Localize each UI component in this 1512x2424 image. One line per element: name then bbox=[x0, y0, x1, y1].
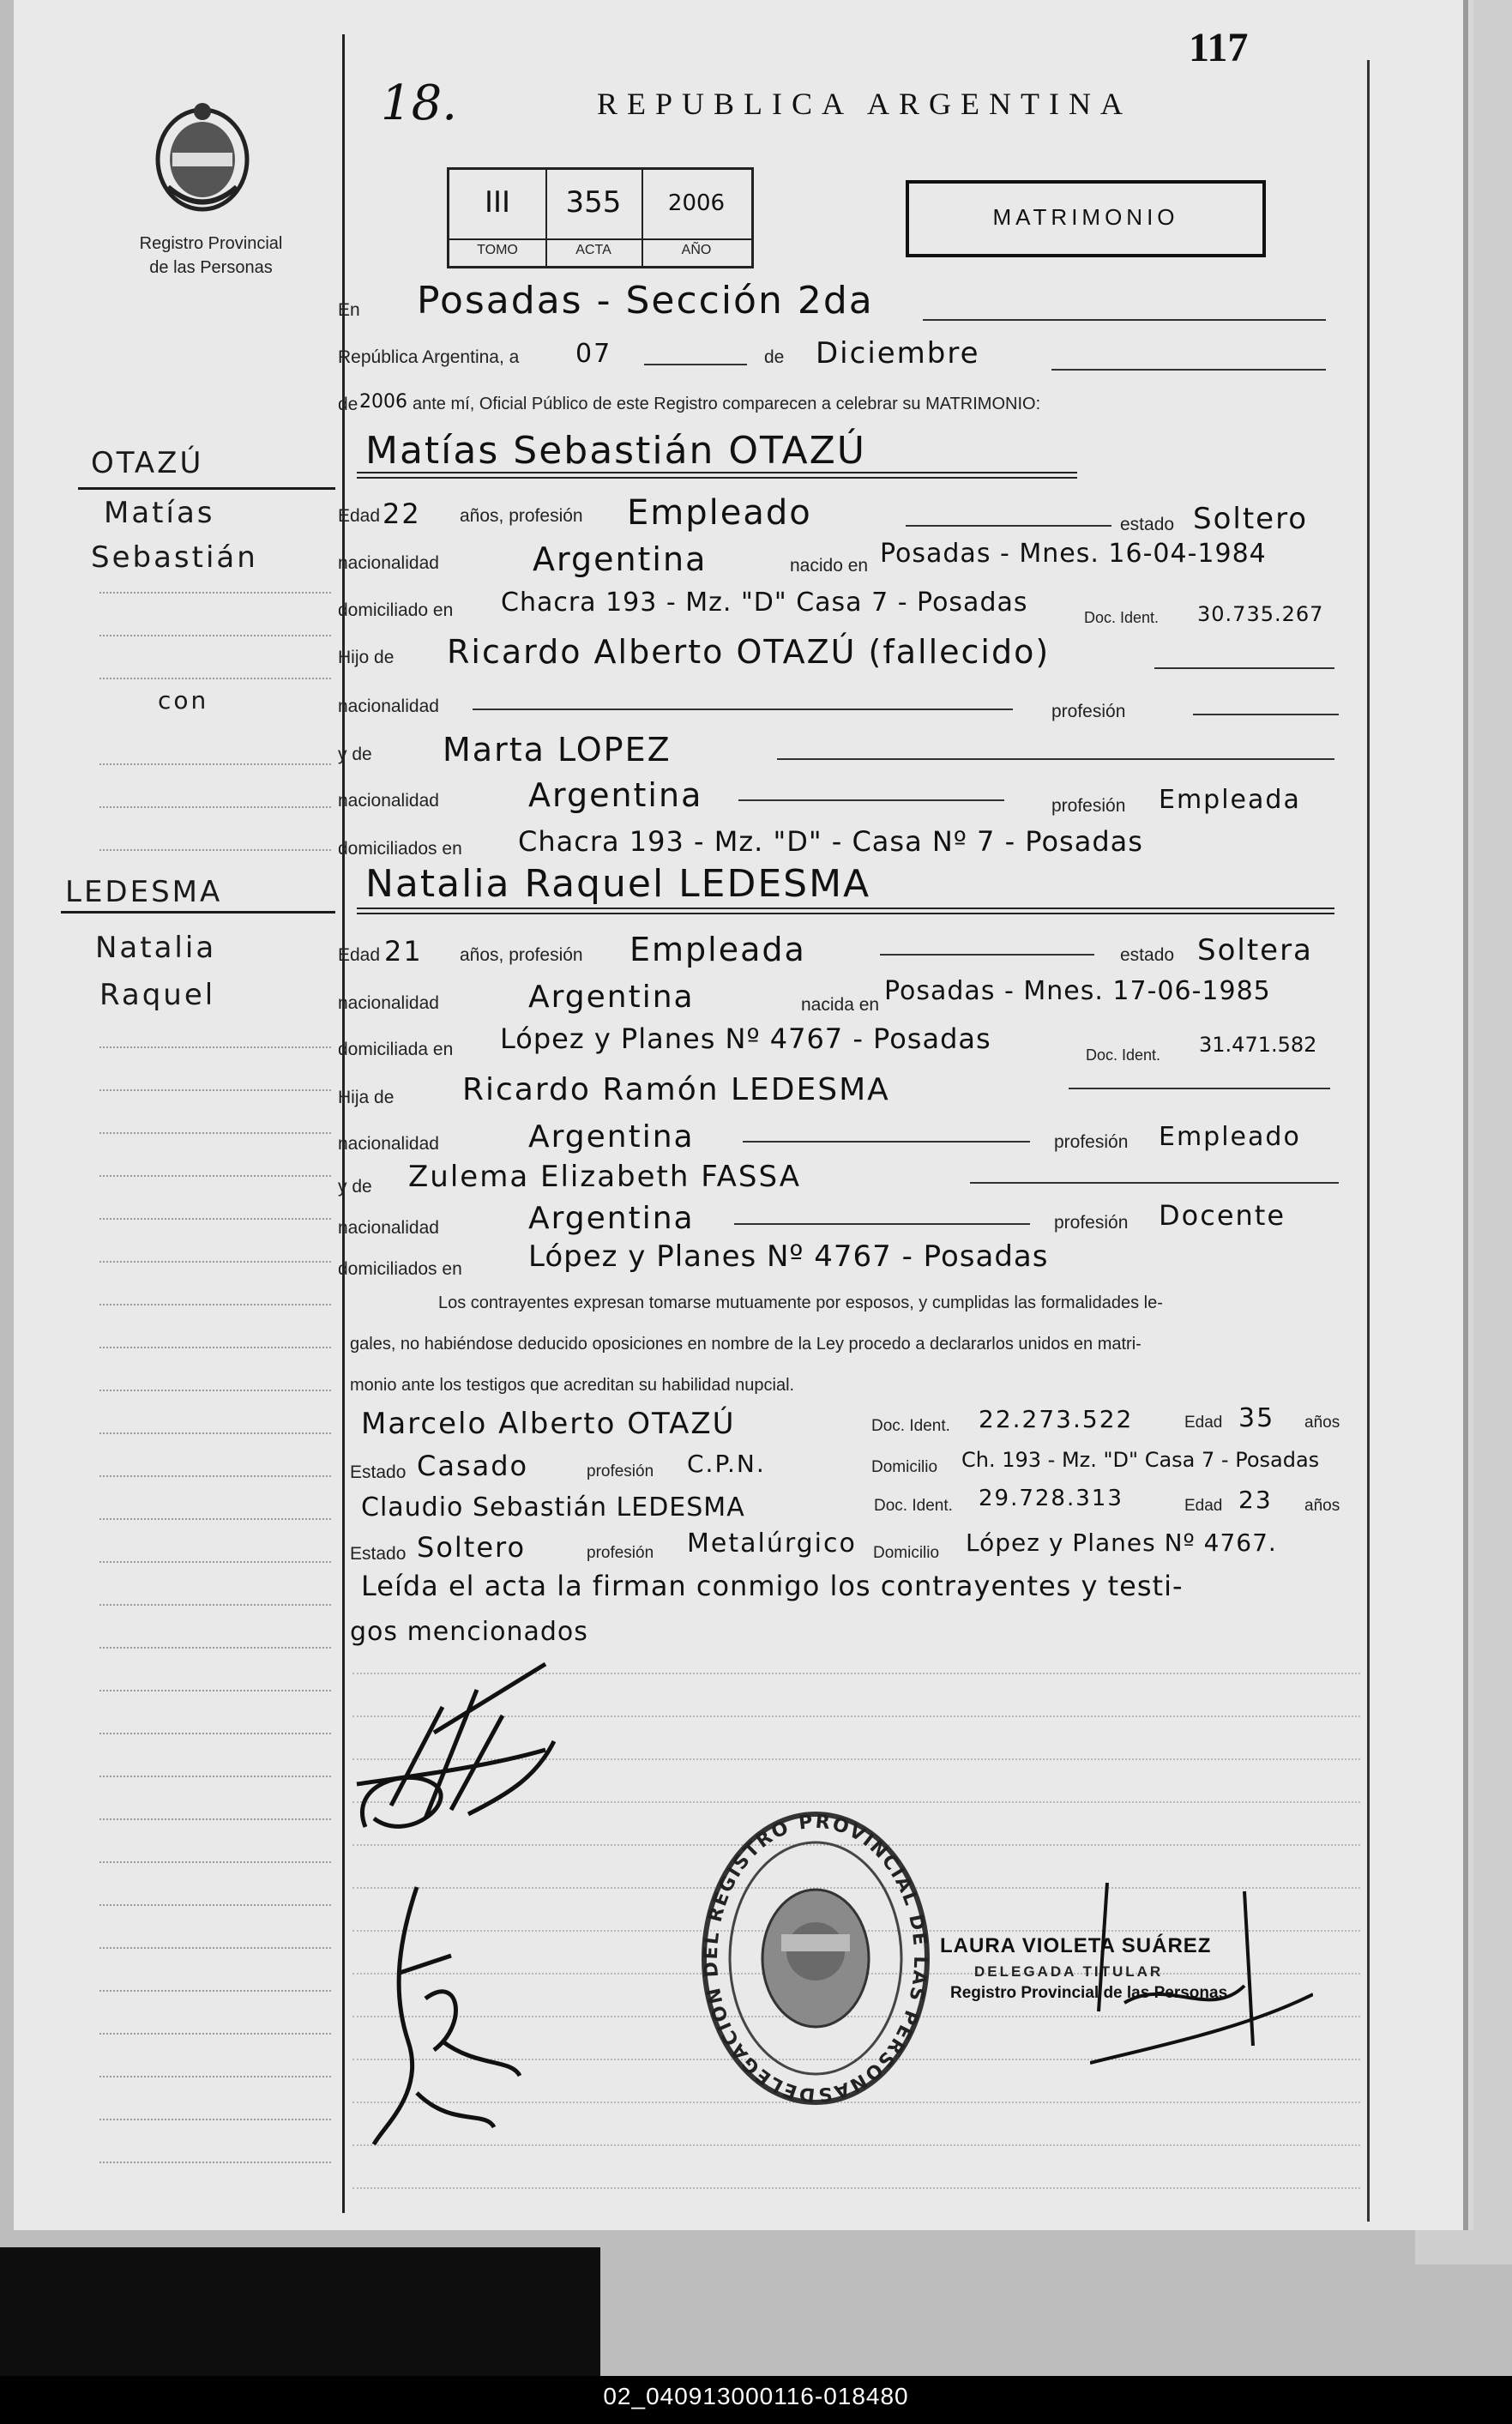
margin-rule-line bbox=[99, 635, 331, 636]
margin-rule-line bbox=[99, 806, 331, 808]
margin-rule-line bbox=[99, 592, 331, 594]
groom-mother-occupation: Empleada bbox=[1159, 785, 1301, 815]
register-page bbox=[14, 0, 1463, 2230]
margin-rule-line bbox=[99, 1690, 331, 1691]
groom-address: Chacra 193 - Mz. "D" Casa 7 - Posadas bbox=[501, 588, 1028, 618]
groom-signature bbox=[340, 1655, 563, 1853]
witness1-address: Ch. 193 - Mz. "D" Casa 7 - Posadas bbox=[961, 1448, 1320, 1472]
witness2-doc-label: Doc. Ident. bbox=[874, 1497, 953, 1515]
right-rule bbox=[1367, 60, 1370, 2222]
margin-rule-line bbox=[99, 1947, 331, 1949]
bride-occupation: Empleada bbox=[629, 931, 806, 968]
groom-full-name: Matías Sebastián OTAZÚ bbox=[365, 429, 866, 473]
bride-yde-label: y de bbox=[338, 1177, 372, 1197]
bride-doc-label: Doc. Ident. bbox=[1086, 1046, 1161, 1064]
month: Diciembre bbox=[816, 336, 980, 371]
image-caption: 02_040913000116-018480 bbox=[603, 2383, 909, 2409]
margin-rule-line bbox=[99, 2033, 331, 2035]
groom-dom-label: domiciliado en bbox=[338, 600, 454, 620]
margin-divider bbox=[61, 911, 335, 914]
acta-label: ACTA bbox=[545, 238, 642, 258]
bride-estado-label: estado bbox=[1120, 945, 1175, 965]
margin-rule-line bbox=[99, 1390, 331, 1391]
witness2-status: Soltero bbox=[417, 1531, 527, 1564]
fill-line bbox=[644, 364, 747, 365]
witness2-address: López y Planes Nº 4767. bbox=[966, 1529, 1277, 1557]
margin-rule-line bbox=[99, 1518, 331, 1520]
margin-rule-line bbox=[99, 763, 331, 765]
fill-line bbox=[1154, 667, 1334, 669]
margin-rule-line bbox=[99, 1347, 331, 1348]
witness1-profession: C.P.N. bbox=[687, 1450, 766, 1478]
marginal-note: 18. bbox=[381, 75, 458, 131]
margin-rule-line bbox=[99, 1818, 331, 1820]
margin-divider bbox=[78, 487, 335, 490]
margin-rule-line bbox=[99, 1861, 331, 1863]
bride-prof-label: años, profesión bbox=[460, 945, 583, 965]
name-double-rule bbox=[357, 907, 1334, 914]
groom-nationality: Argentina bbox=[533, 540, 708, 578]
fill-line bbox=[473, 709, 1013, 710]
margin-rule-line bbox=[99, 2162, 331, 2163]
declaration-line2: gales, no habiéndose deducido oposiciones en nombre de la Ley procedo a declararlos unidos en matri- bbox=[350, 1335, 1142, 1354]
declaration-line1: Los contrayentes expresan tomarse mutuamente por esposos, y cumplidas las formalidades le- bbox=[438, 1293, 1163, 1312]
bride-edad-label: Edad bbox=[338, 945, 381, 965]
margin-groom-given1: Matías bbox=[104, 496, 215, 530]
witness1-edad-label: Edad bbox=[1184, 1414, 1223, 1432]
witness2-edad-label: Edad bbox=[1184, 1497, 1223, 1515]
groom-age: 22 bbox=[383, 497, 421, 530]
anio-value: 2006 bbox=[667, 190, 726, 216]
acta-reference-box bbox=[447, 167, 754, 268]
margin-rule-line bbox=[99, 1046, 331, 1048]
fill-line bbox=[880, 954, 1094, 956]
groom-prof-label: años, profesión bbox=[460, 506, 583, 526]
groom-father: Ricardo Alberto OTAZÚ (fallecido) bbox=[447, 633, 1051, 671]
margin-rule-line bbox=[99, 2119, 331, 2120]
margin-rule-line bbox=[99, 1990, 331, 1992]
groom-edad-label: Edad bbox=[338, 506, 381, 526]
margin-bride-given1: Natalia bbox=[95, 931, 217, 965]
margin-rule-line bbox=[99, 1776, 331, 1777]
acta-cell bbox=[545, 170, 643, 266]
registry-name-line1: Registro Provincial bbox=[139, 234, 283, 253]
tomo-cell bbox=[449, 170, 547, 266]
rule-line bbox=[352, 2187, 1360, 2189]
official-title: DELEGADA TITULAR bbox=[974, 1963, 1164, 1980]
margin-rule-line bbox=[99, 849, 331, 851]
fill-line bbox=[906, 525, 1111, 527]
official-office: Registro Provincial de las Personas bbox=[950, 1984, 1228, 2002]
bride-father-occupation: Empleado bbox=[1159, 1122, 1301, 1152]
witness2-profession: Metalúrgico bbox=[687, 1529, 857, 1559]
year: 2006 bbox=[359, 391, 407, 413]
margin-rule-line bbox=[99, 678, 331, 679]
margin-rule-line bbox=[99, 1261, 331, 1263]
witness1-anos-label: años bbox=[1304, 1414, 1340, 1432]
witness1-prof-label: profesión bbox=[587, 1462, 654, 1480]
bride-doc: 31.471.582 bbox=[1199, 1033, 1317, 1057]
margin-rule-line bbox=[99, 1475, 331, 1477]
anio-label: AÑO bbox=[642, 238, 751, 258]
margin-rule-line bbox=[99, 1604, 331, 1606]
groom-yde-label: y de bbox=[338, 745, 372, 764]
witness1-doc-label: Doc. Ident. bbox=[871, 1417, 950, 1435]
groom-occupation: Empleado bbox=[627, 493, 812, 533]
bride-parents-address: López y Planes Nº 4767 - Posadas bbox=[528, 1239, 1049, 1274]
bride-age: 21 bbox=[384, 935, 423, 968]
margin-rule-line bbox=[99, 2076, 331, 2077]
fill-line bbox=[1051, 369, 1326, 371]
witness1-dom-label: Domicilio bbox=[871, 1458, 938, 1476]
bride-dom-label: domiciliada en bbox=[338, 1040, 454, 1059]
fill-line bbox=[734, 1223, 1030, 1225]
witness1-name: Marcelo Alberto OTAZÚ bbox=[361, 1407, 736, 1441]
fill-line bbox=[1193, 714, 1339, 715]
bride-birth: Posadas - Mnes. 17-06-1985 bbox=[884, 976, 1271, 1006]
margin-rule-line bbox=[99, 1561, 331, 1563]
bride-mother-nationality: Argentina bbox=[528, 1201, 695, 1236]
en-label: En bbox=[338, 300, 360, 320]
margin-rule-line bbox=[99, 1175, 331, 1177]
bride-full-name: Natalia Raquel LEDESMA bbox=[365, 862, 871, 906]
fill-line bbox=[923, 319, 1326, 321]
closing-line2: gos mencionados bbox=[350, 1617, 588, 1647]
coat-of-arms-icon bbox=[151, 101, 254, 213]
bride-marital-status: Soltera bbox=[1197, 933, 1313, 968]
name-double-rule bbox=[357, 472, 1077, 479]
hijo-label: Hijo de bbox=[338, 648, 395, 667]
margin-rule-line bbox=[99, 1132, 331, 1134]
de-label: de bbox=[764, 347, 785, 367]
declaration-line3: monio ante los testigos que acreditan su habilidad nupcial. bbox=[350, 1376, 795, 1395]
witness1-doc: 22.273.522 bbox=[979, 1405, 1134, 1433]
bride-signature bbox=[365, 1870, 537, 2153]
republica-label: República Argentina, a bbox=[338, 347, 520, 367]
margin-bride-given2: Raquel bbox=[99, 978, 216, 1012]
fill-line bbox=[738, 799, 1004, 801]
groom-nac-label: nacionalidad bbox=[338, 553, 439, 573]
year-prefix: de bbox=[338, 395, 358, 414]
fill-line bbox=[777, 758, 1334, 760]
margin-rule-line bbox=[99, 1904, 331, 1906]
bride-parents-dom-label: domiciliados en bbox=[338, 1259, 462, 1279]
groom-doc-label: Doc. Ident. bbox=[1084, 609, 1160, 626]
bride-mother-prof-label: profesión bbox=[1054, 1213, 1129, 1233]
groom-parents-dom-label: domiciliados en bbox=[338, 839, 462, 859]
bride-father-prof-label: profesión bbox=[1054, 1132, 1129, 1152]
bride-father-nac-label: nacionalidad bbox=[338, 1134, 439, 1154]
witness2-name: Claudio Sebastián LEDESMA bbox=[361, 1492, 745, 1523]
act-type-box bbox=[906, 180, 1266, 257]
fill-line bbox=[970, 1182, 1339, 1184]
opening-text: ante mí, Oficial Público de este Registro comparecen a celebrar su MATRIMONIO: bbox=[413, 395, 1041, 413]
tomo-label: TOMO bbox=[449, 238, 545, 258]
witness1-status: Casado bbox=[417, 1450, 529, 1482]
witness2-anos-label: años bbox=[1304, 1497, 1340, 1515]
acta-value: 355 bbox=[565, 185, 622, 220]
official-name: LAURA VIOLETA SUÁREZ bbox=[940, 1934, 1212, 1957]
margin-rule-line bbox=[99, 1304, 331, 1305]
official-round-seal bbox=[696, 1806, 936, 2110]
page-number: 117 bbox=[1189, 25, 1249, 70]
groom-birth: Posadas - Mnes. 16-04-1984 bbox=[880, 539, 1267, 569]
groom-nacido-label: nacido en bbox=[790, 556, 869, 576]
margin-rule-line bbox=[99, 1432, 331, 1434]
margin-rule-line bbox=[99, 1733, 331, 1734]
bride-father: Ricardo Ramón LEDESMA bbox=[462, 1072, 890, 1107]
day: 07 bbox=[575, 339, 612, 369]
tomo-value: III bbox=[484, 185, 511, 220]
witness2-prof-label: profesión bbox=[587, 1544, 654, 1562]
groom-mother-nac-label: nacionalidad bbox=[338, 791, 439, 811]
witness1-estado-label: Estado bbox=[350, 1462, 407, 1482]
groom-father-prof-label: profesión bbox=[1051, 702, 1126, 721]
registry-name-line2: de las Personas bbox=[149, 258, 273, 277]
witness1-age: 35 bbox=[1238, 1403, 1275, 1433]
fill-line bbox=[1069, 1088, 1330, 1089]
groom-mother-nationality: Argentina bbox=[528, 776, 703, 814]
groom-parents-address: Chacra 193 - Mz. "D" - Casa Nº 7 - Posadas bbox=[518, 825, 1143, 858]
bride-nacida-label: nacida en bbox=[801, 995, 880, 1015]
document-title: REPUBLICA ARGENTINA bbox=[597, 87, 1133, 121]
seal-text: DELEGACION DEL REGISTRO PROVINCIAL DE LAS PERSONAS bbox=[700, 1811, 931, 2106]
closing-line1: Leída el acta la firman conmigo los contrayentes y testi- bbox=[361, 1570, 1184, 1602]
scan-border bbox=[0, 2247, 600, 2376]
witness2-estado-label: Estado bbox=[350, 1544, 407, 1564]
bride-nac-label: nacionalidad bbox=[338, 993, 439, 1013]
margin-groom-surname: OTAZÚ bbox=[91, 446, 204, 480]
fill-line bbox=[743, 1141, 1030, 1143]
bride-mother-occupation: Docente bbox=[1159, 1199, 1286, 1232]
witness2-age: 23 bbox=[1238, 1486, 1273, 1514]
margin-rule-line bbox=[99, 1218, 331, 1220]
margin-rule-line bbox=[99, 1647, 331, 1649]
official-stamp-block bbox=[940, 1934, 1334, 2003]
bride-mother: Zulema Elizabeth FASSA bbox=[408, 1160, 801, 1194]
witness2-doc: 29.728.313 bbox=[979, 1486, 1123, 1511]
official-signature bbox=[1090, 1874, 1313, 2097]
groom-doc: 30.735.267 bbox=[1197, 602, 1324, 626]
groom-mother-prof-label: profesión bbox=[1051, 796, 1126, 816]
registry-name bbox=[108, 232, 314, 280]
bride-address: López y Planes Nº 4767 - Posadas bbox=[500, 1022, 991, 1055]
bride-nationality: Argentina bbox=[528, 980, 695, 1015]
margin-bride-surname: LEDESMA bbox=[65, 875, 223, 909]
act-type-label: MATRIMONIO bbox=[992, 204, 1179, 230]
groom-marital-status: Soltero bbox=[1193, 502, 1309, 536]
margin-connector: con bbox=[158, 686, 209, 715]
groom-mother: Marta LOPEZ bbox=[443, 731, 672, 769]
margin-groom-given2: Sebastián bbox=[91, 540, 258, 575]
margin-rule-line bbox=[99, 1089, 331, 1091]
hija-label: Hija de bbox=[338, 1088, 395, 1107]
bride-mother-nac-label: nacionalidad bbox=[338, 1218, 439, 1238]
anio-cell bbox=[642, 170, 751, 266]
groom-father-nac-label: nacionalidad bbox=[338, 696, 439, 716]
place: Posadas - Sección 2da bbox=[417, 279, 874, 323]
witness2-dom-label: Domicilio bbox=[873, 1544, 940, 1562]
bride-father-nationality: Argentina bbox=[528, 1119, 695, 1155]
groom-estado-label: estado bbox=[1120, 515, 1175, 534]
